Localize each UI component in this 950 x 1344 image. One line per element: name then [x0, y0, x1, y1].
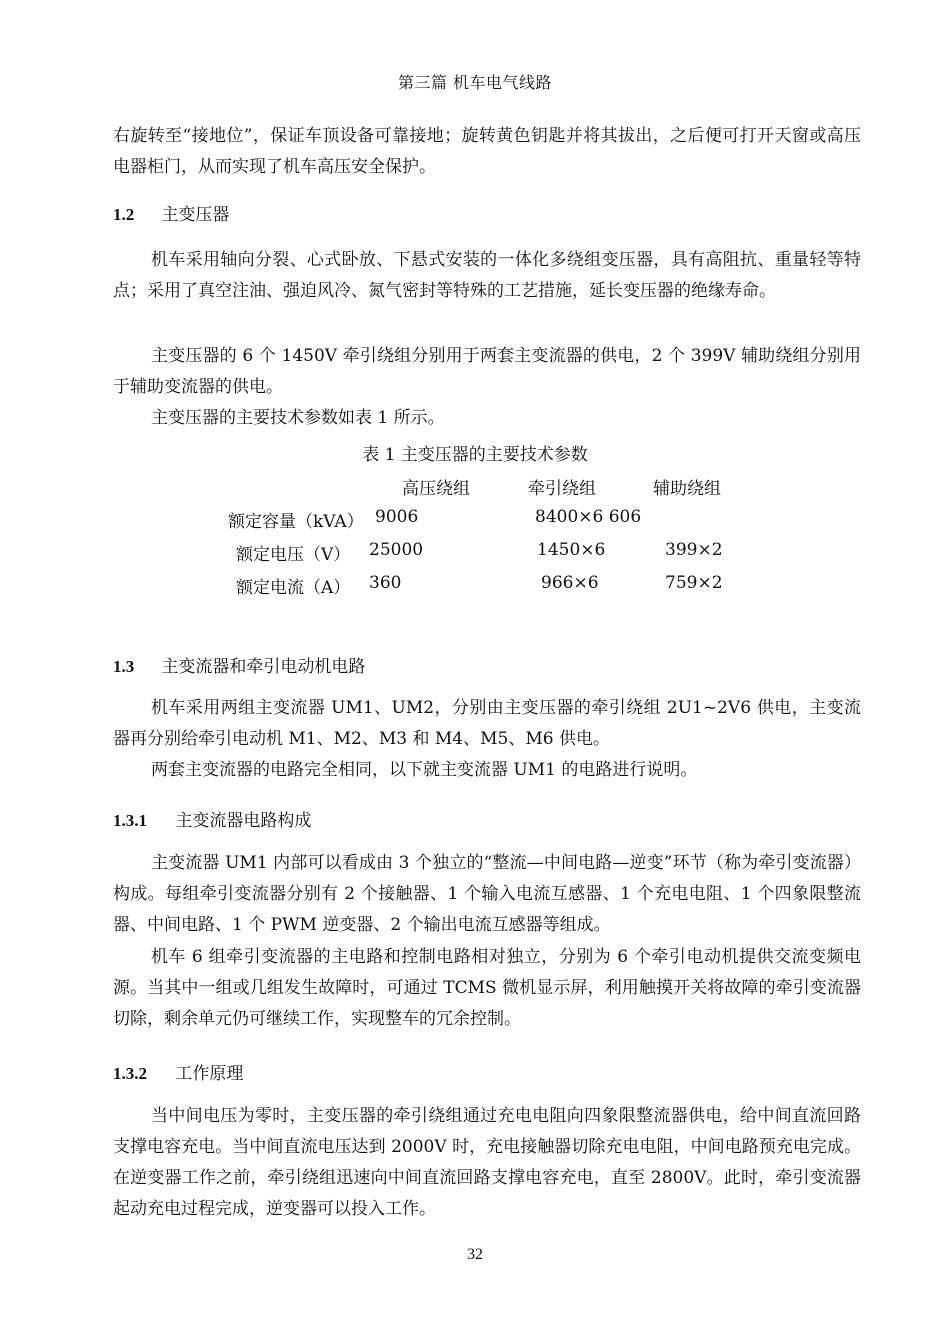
paragraph-transformer-windings: 主变压器的 6 个 1450V 牵引绕组分别用于两套主变流器的供电，2 个 399V 辅助绕组分别用于辅助变流器的供电。 — [113, 346, 861, 397]
paragraph-table-reference: 主变压器的主要技术参数如表 1 所示。 — [151, 408, 445, 428]
table-cell-traction: 1450×6 — [537, 540, 606, 560]
section-title: 主变压器 — [161, 205, 230, 225]
section-number: 1.3 — [113, 657, 135, 676]
table-cell-high: 360 — [369, 573, 402, 593]
section-number: 1.3.1 — [113, 811, 147, 830]
table-cell-aux: 759×2 — [665, 573, 723, 593]
section-heading-1-2 — [113, 200, 229, 225]
table-caption: 表 1 主变压器的主要技术参数 — [362, 445, 588, 465]
paragraph-working-principle: 当中间电压为零时，主变压器的牵引绕组通过充电电阻向四象限整流器供电，给中间直流回路支撑电容充电。当中间直流电压达到 2000V 时，充电接触器切除充电电阻，中间电路预充电完成。在逆变器工作之前，牵引绕组迅速向中间直流回路支撑电容充电，直至 2800V。此时，牵引变流器起动充电过程完成，逆变器可以投入工作。 — [113, 1106, 861, 1219]
paragraph-redundancy: 机车 6 组牵引变流器的主电路和控制电路相对独立，分别为 6 个牵引电动机提供交流变频电源。当其中一组或几组发生故障时，可通过 TCMS 微机显示屏，利用触摸开关将故障的牵引变流器切除，剩余单元仍可继续工作，实现整车的冗余控制。 — [113, 947, 861, 1029]
table-cell-traction: 8400×6 606 — [535, 507, 642, 527]
page-number: 32 — [467, 1246, 483, 1263]
section-heading-1-3 — [113, 652, 365, 677]
section-title: 主变流器和牵引电动机电路 — [161, 657, 366, 677]
table-cell-aux: 399×2 — [665, 540, 723, 560]
table-header-traction: 牵引绕组 — [528, 479, 596, 499]
paragraph-converter-intro: 机车采用两组主变流器 UM1、UM2，分别由主变压器的牵引绕组 2U1~2V6 供电，主变流器再分别给牵引电动机 M1、M2、M3 和 M4、M5、M6 供电。 — [113, 698, 861, 749]
table-header-auxiliary: 辅助绕组 — [653, 479, 721, 499]
table-header-high-voltage: 高压绕组 — [402, 479, 470, 499]
paragraph-converter-um1: 两套主变流器的电路完全相同，以下就主变流器 UM1 的电路进行说明。 — [151, 760, 698, 780]
table-cell-high: 25000 — [369, 540, 424, 560]
running-header: 第三篇 机车电气线路 — [397, 73, 553, 92]
section-number: 1.3.2 — [113, 1064, 147, 1083]
table-row-label: 额定容量（kVA） — [228, 512, 364, 532]
table-row-label: 额定电压（V） — [236, 545, 351, 565]
paragraph-continuation: 右旋转至“接地位”，保证车顶设备可靠接地；旋转黄色钥匙并将其拔出，之后便可打开天窗或高压电器柜门，从而实现了机车高压安全保护。 — [113, 126, 861, 177]
table-cell-high: 9006 — [375, 507, 419, 527]
table-cell-traction: 966×6 — [541, 573, 599, 593]
paragraph-circuit-structure: 主变流器 UM1 内部可以看成由 3 个独立的“整流—中间电路—逆变”环节（称为牵引变流器）构成。每组牵引变流器分别有 2 个接触器、1 个输入电流互感器、1 个充电电阻、1 个四象限整流器、中间电路、1 个 PWM 逆变器、2 个输出电流互感器等组成。 — [113, 853, 861, 935]
table-row-label: 额定电流（A） — [236, 578, 351, 598]
section-number: 1.2 — [113, 205, 135, 224]
section-title: 主变流器电路构成 — [175, 811, 312, 831]
section-title: 工作原理 — [175, 1064, 244, 1084]
section-heading-1-3-1 — [113, 806, 311, 831]
paragraph-transformer-intro: 机车采用轴向分裂、心式卧放、下悬式安装的一体化多绕组变压器，具有高阻抗、重量轻等特点；采用了真空注油、强迫风冷、氮气密封等特殊的工艺措施，延长变压器的绝缘寿命。 — [113, 250, 861, 301]
section-heading-1-3-2 — [113, 1059, 243, 1084]
